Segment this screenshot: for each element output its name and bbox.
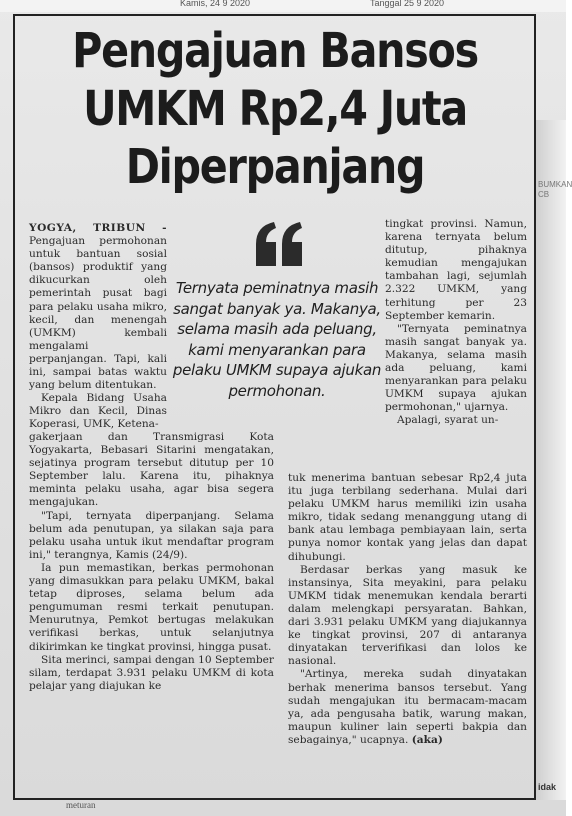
paragraph-continued: tingkat provinsi. Namun, karena ternyata belum ditutup, pihaknya kemudian mengajukan tambahan lagi, sejumlah 2.322 UMKM, yang terhitung per 23 September kemarin.: [385, 218, 527, 322]
paragraph-closing: [288, 668, 527, 747]
quote-mark-icon: [254, 222, 304, 266]
adjacent-page-bleed: [536, 120, 572, 800]
pull-quote-text: Ternyata peminatnya masih sangat banyak ya. Makanya, selama masih ada peluang, kami menyarankan para pelaku UMKM supaya ajukan permohonan.: [172, 279, 382, 400]
paragraph-2-start: Kepala Bidang Usaha Mikro dan Kecil, Dinas Koperasi, UMK, Ketena-: [29, 392, 167, 431]
adjacent-page-fragment: idak: [538, 782, 557, 792]
pull-quote-box: [172, 222, 382, 462]
paragraph-3-end: tuk menerima bantuan sebesar Rp2,4 juta itu juga terbilang sederhana. Mulai dari pelaku UMKM harus memiliki izin usaha mikro, tidak sedang menanggung utang di bank atau lembaga pembiayaan lain, serta punya nomor kontak yang jelas dan dapat dihubungi.: [288, 472, 527, 563]
paragraph-3: "Tapi, ternyata diperpanjang. Selama belum ada penutupan, ya silakan saja para pelaku usaha untuk ikut mendaftar program ini," terangnya, Kamis (24/9).: [29, 509, 274, 561]
dateline: YOGYA, TRIBUN -: [29, 222, 167, 234]
paragraph-requirements: Berdasar berkas yang masuk ke instansinya, Sita meyakini, para pelaku UMKM tidak menemukan kendala berarti dalam melengkapi persyaratan. Bahkan, dari 3.931 pelaku UMKM yang diajukannya ke tingkat provinsi, 207 di antaranya dinyatakan terverifikasi dan lolos ke nasional.: [288, 563, 527, 668]
top-masthead-strip: [0, 0, 566, 12]
paragraph-4: Ia pun memastikan, berkas permohonan yang dimasukkan para pelaku UMKM, bakal tetap diproses, selama belum ada pengumuman resmi terkait penutupan. Menurutnya, Pemkot bertugas melakukan verifikasi berkas, untuk selanjutnya dikirimkan ke tingkat provinsi, hingga pusat.: [29, 561, 274, 653]
paragraph-5: Sita merinci, sampai dengan 10 September silam, terdapat 3.931 pelaku UMKM di kota pelajar yang diajukan ke: [29, 653, 274, 692]
article-headline: Pengajuan Bansos UMKM Rp2,4 Juta Diperpanjang: [72, 23, 478, 195]
author-signoff: (aka): [411, 733, 443, 746]
masthead-date-left: Kamis, 24 9 2020: [180, 0, 251, 8]
paragraph-2-end: gakerjaan dan Transmigrasi Kota Yogyakarta, Bebasari Sitarini mengatakan, sejatinya program tersebut ditutup per 10 September lalu. Karena itu, pihaknya meminta pelaku usaha, agar bisa segera mengajukan.: [29, 431, 274, 509]
cut-off-text-fragment: meturan: [66, 800, 96, 810]
masthead-date-right: Tanggal 25 9 2020: [370, 0, 445, 8]
paragraph-3-start: Apalagi, syarat un-: [397, 414, 499, 427]
column-left-bottom: [29, 431, 274, 693]
paragraph-closing-text: "Artinya, mereka sudah dinyatakan berhak menerima bansos tersebut. Yang sudah mengajukan itu bermacam-macam ya, ada pengusaha batik, warung makan, maupun kuliner lain seperti bakpia dan sebagainya," ucapnya.: [288, 668, 527, 746]
paragraph-intro-text: Pengajuan permohonan untuk bantuan sosial (bansos) produktif yang dikucurkan oleh pemerintah pusat bagi para pelaku usaha mikro, kecil, dan menengah (UMKM) kembali mengalami perpanjangan. Tapi, kali ini, sampai batas waktu yang belum ditentukan.: [29, 235, 167, 392]
paragraph-quote: "Ternyata peminatnya masih sangat banyak ya. Makanya, selama masih ada peluang, kami menyarankan para pelaku UMKM supaya ajukan permohonan," ujarnya.: [385, 322, 527, 414]
paragraph-intro: [29, 222, 167, 392]
column-right-bottom: [288, 472, 527, 747]
adjacent-page-text: BUMKAN CB: [538, 180, 572, 199]
column-left-top: [29, 222, 167, 432]
column-right-top: [385, 218, 527, 428]
